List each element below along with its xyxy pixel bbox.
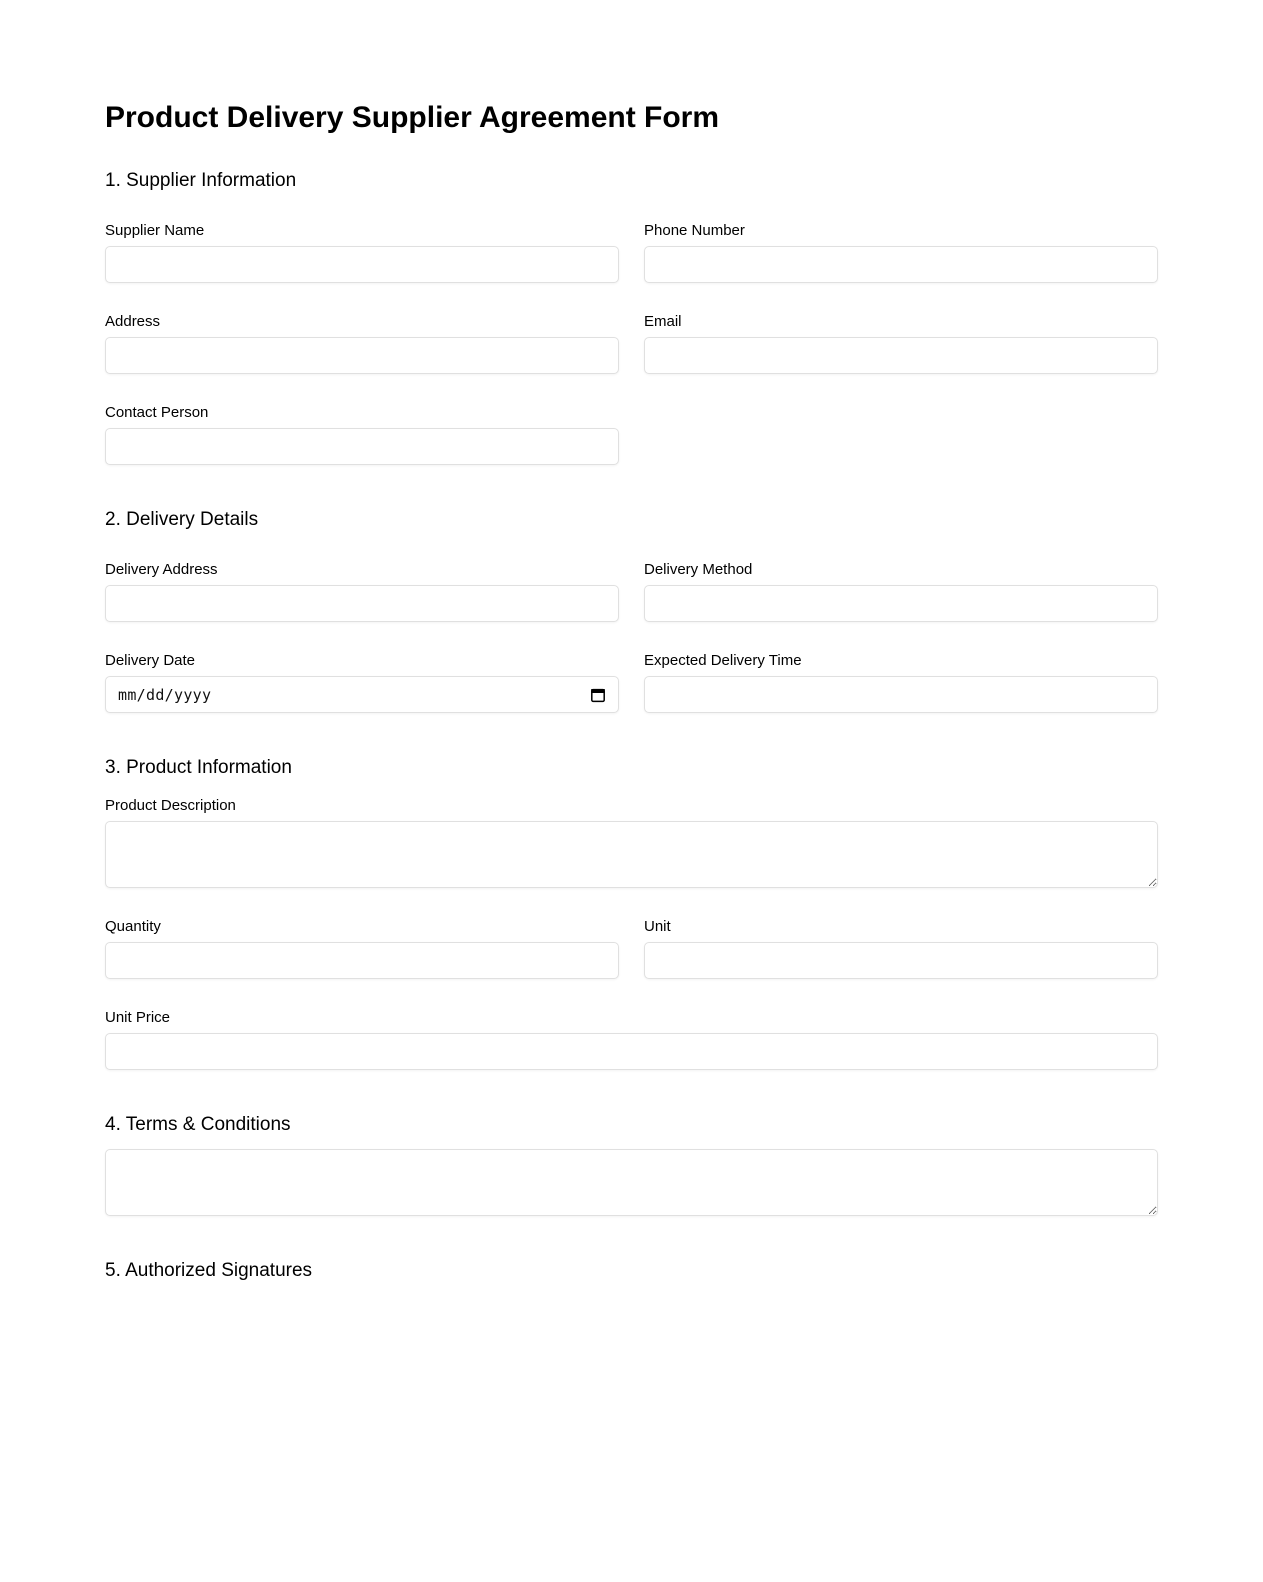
- phone-number-label: Phone Number: [644, 222, 745, 239]
- field-delivery-method: [644, 561, 1158, 622]
- product-information-heading: 3. Product Information: [105, 757, 292, 778]
- unit-label: Unit: [644, 918, 671, 935]
- supplier-name-label: Supplier Name: [105, 222, 205, 239]
- form-row: [105, 1149, 1158, 1216]
- form-row: [105, 404, 1158, 465]
- section-authorized-signatures: [105, 1260, 1158, 1282]
- field-supplier-name: [105, 222, 619, 283]
- form-row: [105, 313, 1158, 374]
- field-quantity: [105, 918, 619, 979]
- delivery-address-input[interactable]: [105, 585, 619, 622]
- quantity-input[interactable]: [105, 942, 619, 979]
- form-row: [105, 222, 1158, 283]
- field-address: [105, 313, 619, 374]
- expected-delivery-time-input[interactable]: [644, 676, 1158, 713]
- section-delivery-details: [105, 509, 1158, 713]
- product-description-label: Product Description: [105, 797, 236, 814]
- field-delivery-address: [105, 561, 619, 622]
- field-delivery-date: [105, 652, 619, 713]
- field-terms-conditions: [105, 1149, 1158, 1216]
- unit-price-input[interactable]: [105, 1033, 1158, 1070]
- address-label: Address: [105, 313, 161, 330]
- address-input[interactable]: [105, 337, 619, 374]
- form-row: [105, 918, 1158, 979]
- contact-person-input[interactable]: [105, 428, 619, 465]
- terms-conditions-heading: 4. Terms & Conditions: [105, 1114, 291, 1135]
- supplier-name-input[interactable]: [105, 246, 619, 283]
- quantity-label: Quantity: [105, 918, 161, 935]
- field-unit-price: [105, 1009, 1158, 1070]
- form-row: [105, 797, 1158, 888]
- contact-person-label: Contact Person: [105, 404, 209, 421]
- supplier-information-heading: 1. Supplier Information: [105, 170, 297, 191]
- page-title: Product Delivery Supplier Agreement Form: [105, 101, 720, 134]
- delivery-date-input[interactable]: [105, 676, 619, 713]
- section-product-information: [105, 757, 1158, 1070]
- delivery-method-label: Delivery Method: [644, 561, 753, 578]
- field-contact-person: [105, 404, 619, 465]
- delivery-address-label: Delivery Address: [105, 561, 218, 578]
- field-phone-number: [644, 222, 1158, 283]
- phone-number-input[interactable]: [644, 246, 1158, 283]
- section-supplier-information: [105, 170, 1158, 465]
- field-expected-delivery-time: [644, 652, 1158, 713]
- field-email: [644, 313, 1158, 374]
- email-input[interactable]: [644, 337, 1158, 374]
- form-row: [105, 1009, 1158, 1070]
- empty-cell: [644, 404, 1158, 465]
- section-terms-conditions: [105, 1114, 1158, 1216]
- calendar-icon[interactable]: [590, 687, 606, 703]
- product-description-textarea[interactable]: [105, 821, 1158, 888]
- delivery-method-input[interactable]: [644, 585, 1158, 622]
- supplier-agreement-form: [105, 0, 1158, 1282]
- delivery-details-heading: 2. Delivery Details: [105, 509, 259, 530]
- field-unit: [644, 918, 1158, 979]
- authorized-signatures-heading: 5. Authorized Signatures: [105, 1260, 313, 1281]
- form-row: [105, 561, 1158, 622]
- email-label: Email: [644, 313, 682, 330]
- form-row: [105, 652, 1158, 713]
- field-product-description: [105, 797, 1158, 888]
- unit-input[interactable]: [644, 942, 1158, 979]
- delivery-date-placeholder: mm/dd/yyyy: [118, 685, 212, 704]
- unit-price-label: Unit Price: [105, 1009, 171, 1026]
- expected-delivery-time-label: Expected Delivery Time: [644, 652, 802, 669]
- delivery-date-label: Delivery Date: [105, 652, 196, 669]
- terms-conditions-textarea[interactable]: [105, 1149, 1158, 1216]
